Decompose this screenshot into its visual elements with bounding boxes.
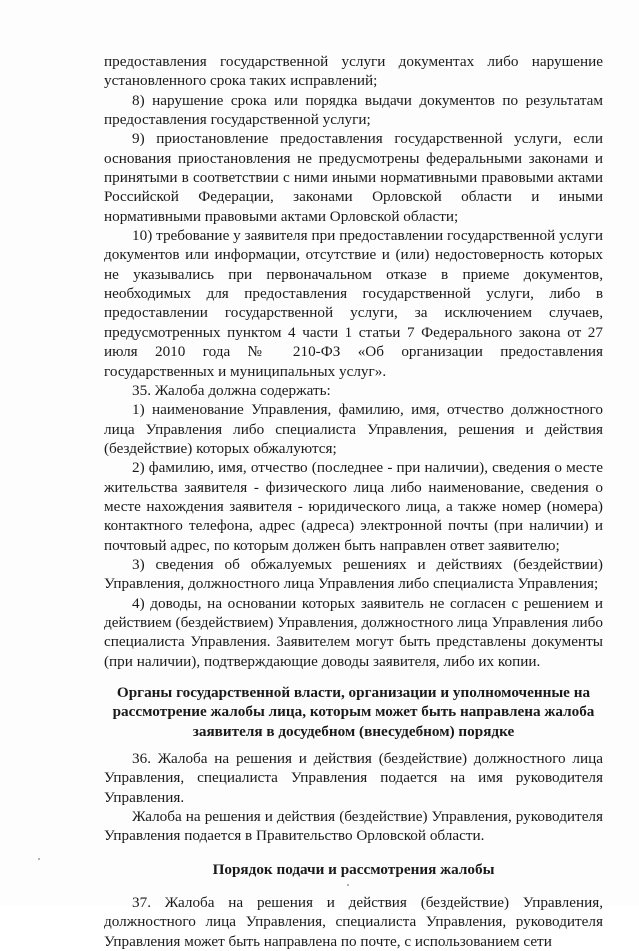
clause-35-item-2: 2) фамилию, имя, отчество (последнее - при наличии), сведения о месте жительства заявителя - физического лица либо наименование, сведения о месте нахождения заявителя - юридического лица, а также номер (номера) контактного телефона, адрес (адреса) электронной почты (при наличии) и почтовый адрес, по которым должен быть направлен ответ заявителю; bbox=[104, 459, 603, 554]
clause-35-item-1: 1) наименование Управления, фамилию, имя, отчество должностного лица Управления либо специалиста Управления, решения и действия (бездействие) которых обжалуются; bbox=[104, 401, 603, 457]
clause-35-item-3: 3) сведения об обжалуемых решениях и действиях (бездействии) Управления, должностного лица Управления либо специалиста Управления; bbox=[104, 555, 603, 593]
clause-35-item-4: 4) доводы, на основании которых заявитель не согласен с решением и действием (бездействием) Управления, должностного лица Управления либо специалиста Управления. Заявителем могут быть представлены документы (при наличии), подтверждающие доводы заявителя, либо их копии. bbox=[104, 594, 603, 670]
clause-36: 36. Жалоба на решения и действия (бездействие) должностного лица Управления, специалиста Управления подается на имя руководителя Управления. bbox=[104, 750, 603, 806]
clause-35: 35. Жалоба должна содержать: bbox=[132, 381, 331, 399]
list-item-9: 9) приостановление предоставления государственной услуги, если основания приостановления не предусмотрены федеральными законами и принятыми в соответствии с ними иными нормативными правовыми актами Российской Федерации, законами Орловской области и иными нормативными правовыми актами Орловской области; bbox=[104, 130, 603, 225]
scan-speck bbox=[38, 858, 40, 860]
clause-36-continuation: Жалоба на решения и действия (бездействие) Управления, руководителя Управления подается в Правительство Орловской области. bbox=[104, 808, 603, 845]
list-item-10: 10) требование у заявителя при предоставлении государственной услуги документов или информации, отсутствие и (или) недостоверность которых не указывались при первоначальном отказе в приеме документов, необходимых для предоставления государственной услуги, либо в предоставлении государственной услуги, за исключением случаев, предусмотренных пунктом 4 части 1 статьи 7 Федерального закона от 27 июля 2010 года № 210-ФЗ «Об организации предоставления государственных и муниципальных услуг». bbox=[104, 227, 603, 380]
clause-37: 37. Жалоба на решения и действия (бездействие) Управления, должностного лица Управления, специалиста Управления, руководителя Управления может быть направлена по почте, с использованием сети bbox=[104, 894, 603, 950]
section-heading-procedure: Порядок подачи и рассмотрения жалобы bbox=[212, 860, 495, 878]
paragraph-continuation: предоставления государственной услуги документах либо нарушение установленного срока таких исправлений; bbox=[104, 53, 603, 90]
list-item-8: 8) нарушение срока или порядка выдачи документов по результатам предоставления государственной услуги; bbox=[104, 91, 603, 129]
scan-speck bbox=[347, 884, 349, 886]
document-body bbox=[104, 52, 603, 951]
section-heading-authorities: Органы государственной власти, организации и уполномоченные на рассмотрение жалобы лица, которым может быть направлена жалоба заявителя в досудебном (внесудебном) порядке bbox=[112, 684, 595, 740]
